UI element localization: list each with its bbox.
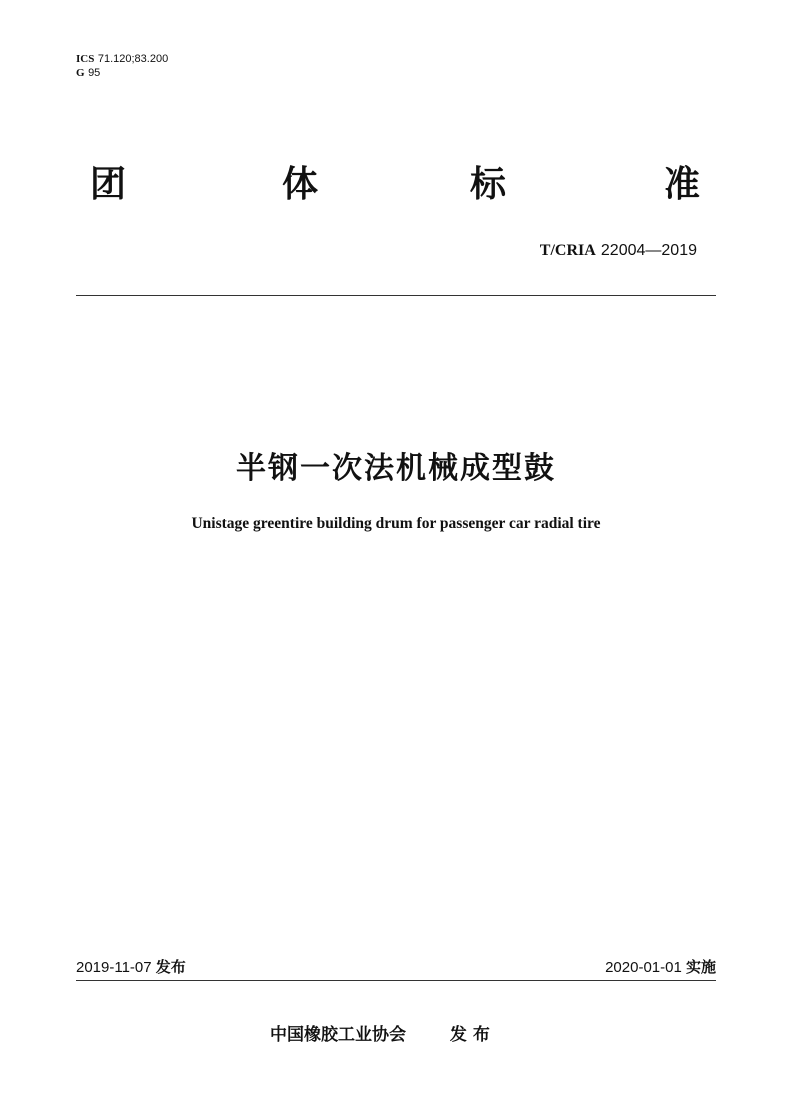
issue-date-block: [76, 956, 186, 977]
ccs-prefix: G: [76, 67, 85, 79]
ccs-code: [76, 66, 168, 80]
standard-type-char-3: 标: [470, 164, 507, 205]
issue-label: 发布: [155, 958, 186, 976]
standard-code-prefix: T/CRIA: [539, 242, 596, 259]
implement-date: 2020-01-01: [605, 959, 682, 976]
title-chinese: 半钢一次法机械成型鼓: [236, 451, 556, 486]
standard-code-number: 22004—2019: [600, 242, 697, 259]
ics-value: 71.120;83.200: [97, 53, 169, 65]
publisher-line: [270, 1020, 496, 1045]
ccs-value: 95: [88, 67, 101, 79]
footer-divider: [76, 980, 716, 981]
standard-type-char-2: 体: [282, 164, 319, 205]
classification-codes: [76, 52, 168, 80]
ics-code: [76, 52, 168, 66]
standard-type-char-1: 团: [90, 164, 127, 205]
ics-prefix: ICS: [76, 53, 95, 65]
standard-code: [540, 240, 697, 260]
implement-label: 实施: [685, 958, 716, 976]
implement-date-block: [605, 956, 716, 977]
title-english: Unistage greentire building drum for passenger car radial tire: [191, 515, 601, 532]
issue-date: 2019-11-07: [76, 959, 152, 976]
standard-type-heading: [0, 162, 792, 208]
header-divider: [76, 295, 716, 296]
publisher-action: 发布: [449, 1025, 496, 1045]
publisher-name: 中国橡胶工业协会: [270, 1025, 406, 1045]
standard-type-char-4: 准: [664, 164, 701, 205]
